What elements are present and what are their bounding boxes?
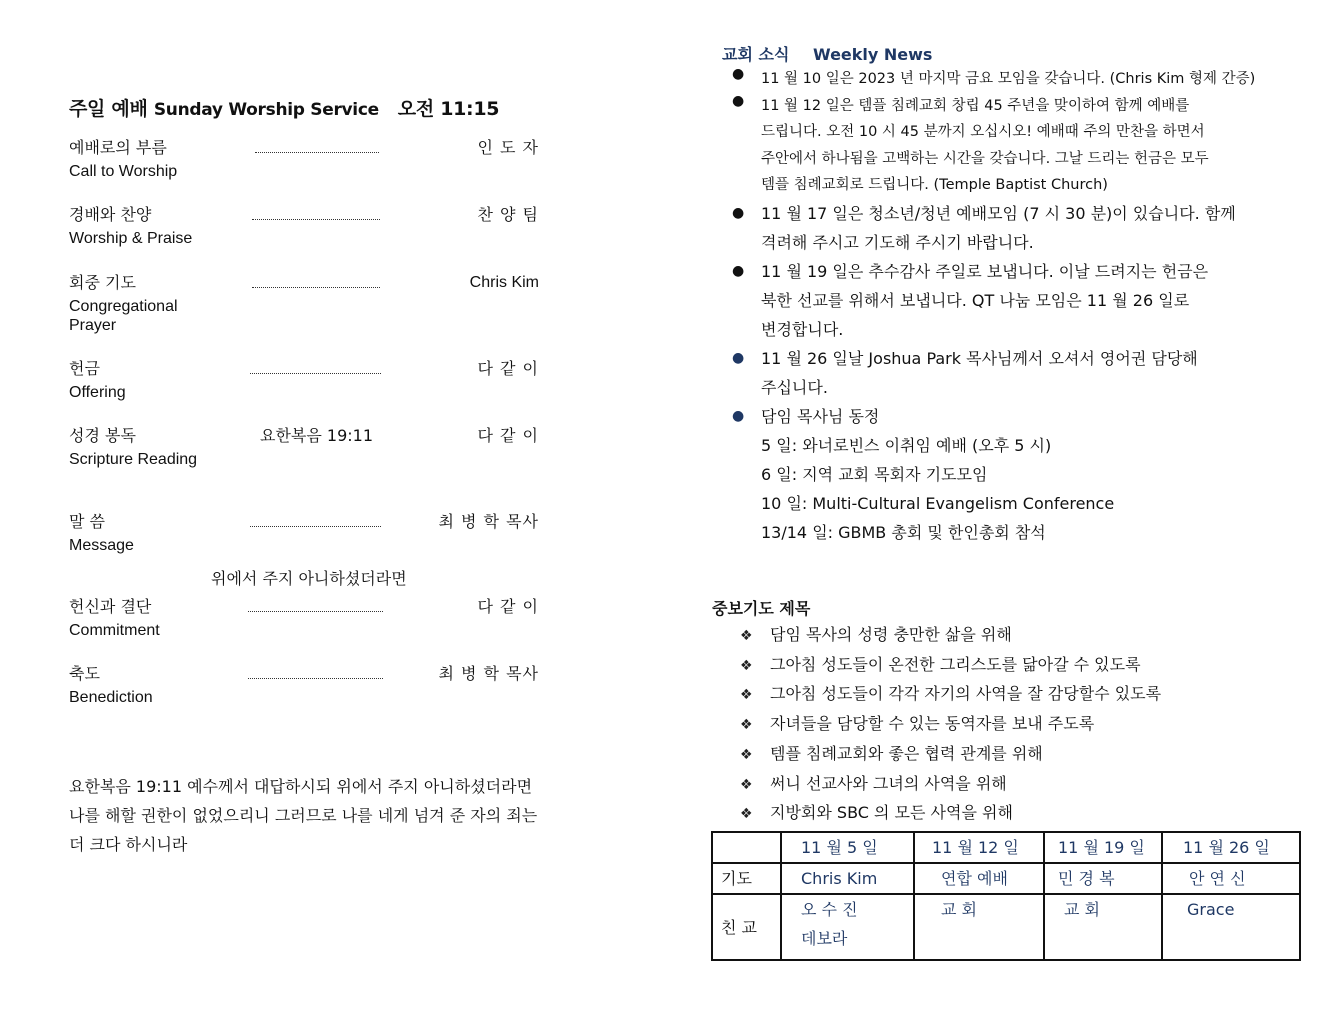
service-item-message: [69, 512, 539, 555]
service-item-en: Congregational Prayer: [69, 298, 178, 334]
roster-row-fellowship: [712, 894, 1300, 960]
prayer-text: 담임 목사의 성령 충만한 삶을 위해: [770, 625, 1012, 644]
diamond-bullet-icon: ❖: [740, 806, 753, 823]
diamond-bullet-icon: ❖: [740, 717, 753, 734]
news-page: [660, 0, 1320, 1020]
service-item-en: Benediction: [69, 689, 153, 706]
service-item-congregational-prayer: [69, 273, 539, 335]
roster-row-prayer: [712, 863, 1300, 894]
news-line: 변경합니다.: [761, 319, 844, 339]
news-list: [722, 66, 1282, 547]
service-title: [69, 94, 499, 121]
roster-cell-line: Grace: [1187, 900, 1235, 919]
roster-cell-line: 교 회: [941, 900, 977, 919]
service-item-leader: 최 병 학 목사: [438, 512, 539, 531]
bullet-icon: ●: [732, 407, 745, 424]
prayer-text: 써니 선교사와 그녀의 사역을 위해: [770, 773, 1007, 793]
roster-corner-cell: [712, 832, 781, 863]
news-heading-ko: 교회 소식: [722, 45, 790, 64]
roster-cell-line: 데보라: [801, 929, 848, 948]
news-heading-en: Weekly News: [812, 45, 933, 64]
prayer-text: 그아침 성도들이 각각 자기의 사역을 잘 감당할수 있도록: [770, 684, 1162, 704]
news-line: 11 월 10 일은 2023 년 마지막 금요 모임을 갖습니다. (Chris Kim 형제 간증): [761, 71, 1256, 87]
news-item: [722, 66, 1282, 93]
news-line: 담임 목사님 동정: [761, 406, 880, 426]
bullet-icon: ●: [732, 349, 745, 366]
roster-cell-line: 교 회: [1064, 900, 1100, 919]
bullet-icon: ●: [732, 92, 745, 109]
roster-date-header: 11 월 19 일: [1044, 832, 1162, 863]
service-item-leader: 찬 양 팀: [477, 205, 539, 224]
service-item-en: Worship & Praise: [69, 230, 193, 247]
roster-cell: [914, 894, 1044, 960]
dot-leader: [248, 664, 383, 679]
service-item-worship-praise: [69, 205, 539, 248]
service-item-en: Message: [69, 537, 134, 554]
news-line: 5 일: 와너로빈스 이취임 예배 (오후 5 시): [761, 435, 1052, 455]
service-item-leader: 인 도 자: [477, 138, 539, 157]
service-time: 오전 11:15: [397, 98, 500, 120]
news-line: 6 일: 지역 교회 목회자 기도모임: [761, 464, 988, 484]
news-heading: [722, 42, 932, 65]
dot-leader: [248, 597, 383, 612]
service-item-en: Scripture Reading: [69, 451, 198, 468]
roster-row-label: 친 교: [712, 894, 781, 960]
service-item-en: Offering: [69, 384, 126, 401]
roster-date-header: 11 월 12 일: [914, 832, 1044, 863]
news-line: 11 월 26 일날 Joshua Park 목사님께서 오셔서 영어권 담당해: [761, 348, 1198, 368]
news-line: 주십니다.: [761, 377, 828, 397]
service-item-leader: 다 같 이: [477, 597, 539, 616]
service-title-ko: 주일 예배: [69, 98, 148, 120]
news-item-pastor-schedule: [722, 402, 1282, 547]
bullet-icon: ●: [732, 204, 745, 221]
service-item-leader: 다 같 이: [477, 359, 539, 378]
service-item-ko: 말 씀: [69, 512, 105, 531]
news-line: 11 월 12 일은 템플 침례교회 창립 45 주년을 맞이하여 함께 예배를: [761, 97, 1190, 114]
service-item-commitment: [69, 597, 539, 640]
service-item-leader: Chris Kim: [469, 274, 539, 291]
prayer-item: [740, 710, 1161, 740]
prayer-list: [740, 621, 1161, 829]
service-item-leader: 최 병 학 목사: [438, 664, 539, 683]
prayer-text: 그아침 성도들이 온전한 그리스도를 닮아갈 수 있도록: [770, 654, 1141, 674]
diamond-bullet-icon: ❖: [740, 628, 753, 644]
service-item-en: Call to Worship: [69, 163, 178, 180]
news-line: 10 일: Multi-Cultural Evangelism Conference: [761, 493, 1115, 513]
dot-leader: [250, 359, 381, 374]
diamond-bullet-icon: ❖: [740, 657, 753, 674]
news-line: 템플 침례교회로 드립니다. (Temple Baptist Church): [761, 177, 1108, 193]
service-item-benediction: [69, 664, 539, 707]
dot-leader: [252, 273, 380, 288]
news-item: [722, 344, 1282, 402]
roster-cell: 안 연 신: [1162, 863, 1300, 894]
news-line: 북한 선교를 위해서 보냅니다. QT 나눔 모임은 11 월 26 일로: [761, 290, 1190, 310]
diamond-bullet-icon: ❖: [740, 687, 753, 704]
bullet-icon: ●: [732, 262, 745, 279]
news-item: [722, 257, 1282, 344]
prayer-text: 지방회와 SBC 의 모든 사역을 위해: [770, 803, 1013, 823]
roster-cell: [1162, 894, 1300, 960]
roster-date-header: 11 월 5 일: [781, 832, 914, 863]
bullet-icon: ●: [732, 66, 745, 82]
roster-cell-line: 오 수 진: [801, 900, 858, 919]
prayer-item: [740, 680, 1161, 710]
scripture-passage: 요한복음 19:11 예수께서 대답하시되 위에서 주지 아니하셨더라면 나를 해할 권한이 없었으리니 그러므로 나를 네게 넘겨 준 자의 죄는 더 크다 하시니라: [69, 777, 538, 854]
news-item: [722, 199, 1282, 257]
dot-leader: [255, 138, 379, 153]
prayer-text: 자녀들을 담당할 수 있는 동역자를 보내 주도록: [770, 714, 1095, 734]
service-item-ko: 헌신과 결단: [69, 597, 152, 616]
service-item-ko: 성경 봉독: [69, 426, 136, 445]
service-item-offering: [69, 359, 539, 402]
scripture-reference: 요한복음 19:11: [260, 426, 374, 445]
roster-cell: [1044, 894, 1162, 960]
news-line: 드립니다. 오전 10 시 45 분까지 오십시오! 예배때 주의 만찬을 하면서: [761, 124, 1205, 140]
service-item-call-to-worship: [69, 138, 539, 181]
service-item-scripture-reading: [69, 426, 539, 469]
roster-cell: 민 경 복: [1044, 863, 1162, 894]
dot-leader: [250, 512, 381, 527]
service-title-en: Sunday Worship Service: [153, 100, 379, 120]
roster-cell: [781, 894, 914, 960]
dot-leader: [252, 205, 380, 220]
news-item: [722, 93, 1282, 199]
service-item-ko: 회중 기도: [69, 273, 136, 292]
prayer-item: [740, 799, 1161, 829]
prayer-heading: 중보기도 제목: [712, 599, 811, 618]
diamond-bullet-icon: ❖: [740, 776, 753, 793]
roster-cell: 연합 예배: [914, 863, 1044, 894]
service-item-ko: 예배로의 부름: [69, 138, 167, 157]
news-line: 주안에서 하나됨을 고백하는 시간을 갖습니다. 그날 드리는 헌금은 모두: [761, 150, 1209, 167]
roster-row-label: 기도: [712, 863, 781, 894]
service-item-leader: 다 같 이: [477, 426, 539, 445]
duty-roster-table: [711, 831, 1301, 961]
roster-cell: Chris Kim: [781, 863, 914, 894]
news-line: 11 월 17 일은 청소년/청년 예배모임 (7 시 30 분)이 있습니다. 함께: [761, 203, 1236, 223]
news-line: 격려해 주시고 기도해 주시기 바랍니다.: [761, 232, 1034, 252]
service-item-ko: 축도: [69, 664, 100, 683]
roster-date-header: 11 월 26 일: [1162, 832, 1300, 863]
service-item-ko: 경배와 찬양: [69, 205, 152, 224]
prayer-text: 템플 침례교회와 좋은 협력 관계를 위해: [770, 743, 1043, 763]
sermon-title: 위에서 주지 아니하셨더라면: [211, 569, 407, 588]
prayer-item: [740, 651, 1161, 681]
diamond-bullet-icon: ❖: [740, 746, 753, 763]
prayer-item: [740, 621, 1161, 651]
service-item-ko: 헌금: [69, 359, 100, 378]
news-line: 11 월 19 일은 추수감사 주일로 보냅니다. 이날 드려지는 헌금은: [761, 261, 1209, 281]
roster-header-row: [712, 832, 1300, 863]
service-item-en: Commitment: [69, 622, 160, 639]
prayer-item: [740, 770, 1161, 800]
news-line: 13/14 일: GBMB 총회 및 한인총회 참석: [761, 522, 1046, 542]
prayer-item: [740, 740, 1161, 770]
